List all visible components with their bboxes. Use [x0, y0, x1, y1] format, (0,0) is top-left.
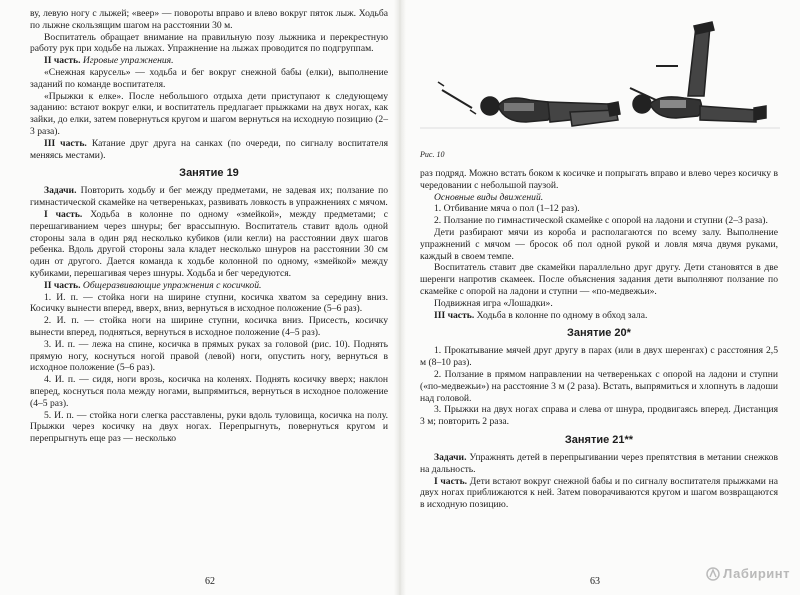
child-lying-figure — [438, 82, 620, 126]
paragraph: Воспитатель ставит две скамейки параллельно друг другу. Дети становятся в две шеренги напротив скамеек. После объяснения задания дети выполняют ползание по скамейке с опорой на ладони и ступни — «по-медвежьи». — [420, 262, 778, 297]
section-label: III часть. — [434, 309, 475, 321]
paragraph: 2. Ползание в прямом направлении на четвереньках с опорой на ладони и ступни («по-медвежьи») на расстояние 3 м (2 раза). Встать, выпрямиться и хлопнуть в ладоши над головой. — [420, 368, 778, 404]
section-label: III часть. — [44, 137, 87, 149]
section-label: Задачи. — [44, 185, 77, 197]
right-page — [400, 0, 800, 595]
paragraph — [420, 310, 778, 322]
section-text: Дети встают вокруг снежной бабы и по сигналу воспитателя прыжками на двух ногах приближаются к ней. Затем поворачиваются кругом и шагом возвращаются в исходную позицию. — [420, 475, 778, 511]
paragraph: «Снежная карусель» — ходьба и бег вокруг снежной бабы (елки), выполнение заданий по команде воспитателя. — [30, 66, 388, 90]
paragraph: раз подряд. Можно встать боком к косичке и попрыгать вправо и влево через косичку в чередовании с небольшой паузой. — [420, 168, 778, 191]
paragraph: 1. Прокатывание мячей друг другу в парах (или в двух шеренгах) с расстояния 2,5 м (8–10 раз). — [420, 345, 778, 369]
section-label: Задачи. — [434, 451, 467, 463]
paragraph — [30, 185, 388, 209]
paragraph: Дети разбирают мячи из короба и располагаются по всему залу. Выполнение упражнений с мячом — бросок об пол одной рукой и ловля мяча двумя руками, каждый в своем темпе. — [420, 226, 778, 262]
paragraph: Основные виды движений. — [434, 191, 544, 203]
paragraph: 3. Прыжки на двух ногах справа и слева от шнура, продвигаясь вперед. Дистанция 3 м; повторить 2 раза. — [420, 404, 778, 428]
book-gutter — [394, 0, 406, 595]
section-text: Катание друг друга на санках (по очереди, по сигналу воспитателя меняясь местами). — [30, 137, 389, 161]
section-label: II часть. — [44, 279, 81, 291]
page-number: 63 — [590, 576, 600, 587]
paragraph: 1. И. п. — стойка ноги на ширине ступни, косичка хватом за середину вниз. Косичку вынести вперед, вверх, вниз, вернуться в исходное положение (5–6 раз). — [30, 291, 388, 315]
paragraph — [420, 452, 778, 476]
labyrinth-logo-icon — [706, 567, 720, 581]
child-leg-raise-figure — [630, 22, 766, 122]
section-label: I часть. — [44, 208, 83, 220]
section-text: Общеразвивающие упражнения с косичкой. — [80, 279, 262, 291]
paragraph: 2. Ползание по гимнастической скамейке с опорой на ладони и ступни (2–3 раза). — [434, 215, 768, 227]
section-text: Упражнять детей в перепрыгивании через препятствия в метании снежков на дальность. — [420, 451, 778, 475]
figure-illustration — [420, 0, 780, 150]
watermark — [706, 566, 790, 581]
paragraph — [30, 280, 388, 292]
paragraph: 5. И. п. — стойка ноги слегка расставлены, руки вдоль туловища, косичка на полу. Прыжки через косичку на двух ногах. Перепрыгнуть, повернуться кругом и перепрыгнуть еще раз — несколько — [30, 409, 388, 445]
paragraph: «Прыжки к елке». После небольшого отдыха дети приступают к следующему заданию: встают вокруг елки, и воспитатель предлагает прыжками на двух ногах, как зайки, до елки, затем повернуться кругом и шагом вернуться на исходную позицию (2–3 раза). — [30, 90, 388, 137]
section-text: Ходьба в колонне по одному «змейкой», между предметами; с перешагиванием через шнуры; бег врассыпную. Воспитатель ставит вдоль одной стороны зала в один ряд несколько кубиков (или кегли) на расстоянии двух шагов ребенка. Вдоль другой стороны зала кладет несколько шнуров на расстоянии 30 см один от другого. Дается команда к ходьбе колонной по одному, «змейкой» между кубиками, перешагивая через шнуры. Ходьба и бег чередуются. — [30, 208, 388, 279]
section-text: Повторить ходьбу и бег между предметами, не задевая их; ползание по гимнастической скамейке на четвереньках, развивать ловкость в упражнениях с мячом. — [30, 185, 388, 209]
paragraph: 2. И. п. — стойка ноги на ширине ступни, косичка вниз. Присесть, косичку вынести вперед, подняться, вернуться в исходное положение (4–5 раз). — [30, 315, 388, 338]
paragraph: Подвижная игра «Лошадки». — [434, 297, 553, 309]
lesson-heading: Занятие 21** — [564, 433, 634, 446]
lesson-heading: Занятие 20* — [567, 327, 631, 340]
section-label: II часть. — [44, 55, 81, 67]
figure-caption: Рис. 10 — [420, 150, 445, 159]
paragraph — [30, 209, 388, 280]
section-text: Игровые упражнения. — [80, 55, 174, 67]
paragraph: 4. И. п. — сидя, ноги врозь, косичка на коленях. Поднять косичку вверх; наклон вперед, коснуться пола между ногами, выпрямиться, вернуться в исходное положение (4–5 раз). — [30, 374, 388, 409]
paragraph: 1. Отбивание мяча о пол (1–12 раз). — [434, 203, 580, 215]
paragraph: ву, левую ногу с лыжей; «веер» — повороты вправо и влево вокруг пяток лыж. Ходьба по лыжне скользящим шагом на расстоянии 30 м. — [30, 8, 388, 31]
paragraph: Воспитатель обращает внимание на правильную позу лыжника и перекрестную работу рук при ходьбе на лыжах. Упражнение на лыжах проводится по подгруппам. — [30, 31, 388, 55]
page-number: 62 — [205, 576, 215, 587]
watermark-text: Лабиринт — [723, 566, 790, 581]
paragraph — [30, 138, 388, 162]
section-text: Ходьба в колонне по одному в обход зала. — [474, 309, 648, 321]
paragraph: 3. И. п. — лежа на спине, косичка в прямых руках за головой (рис. 10). Поднять прямую ногу, коснуться ногой правой (левой) ноги, опустить ногу, вернуться в исходное положение (5–6 раз). — [30, 338, 388, 374]
exercise-figure — [420, 0, 778, 168]
paragraph — [420, 476, 778, 511]
section-label: I часть. — [434, 475, 468, 487]
lesson-heading: Занятие 19 — [179, 167, 239, 180]
paragraph — [30, 55, 388, 67]
